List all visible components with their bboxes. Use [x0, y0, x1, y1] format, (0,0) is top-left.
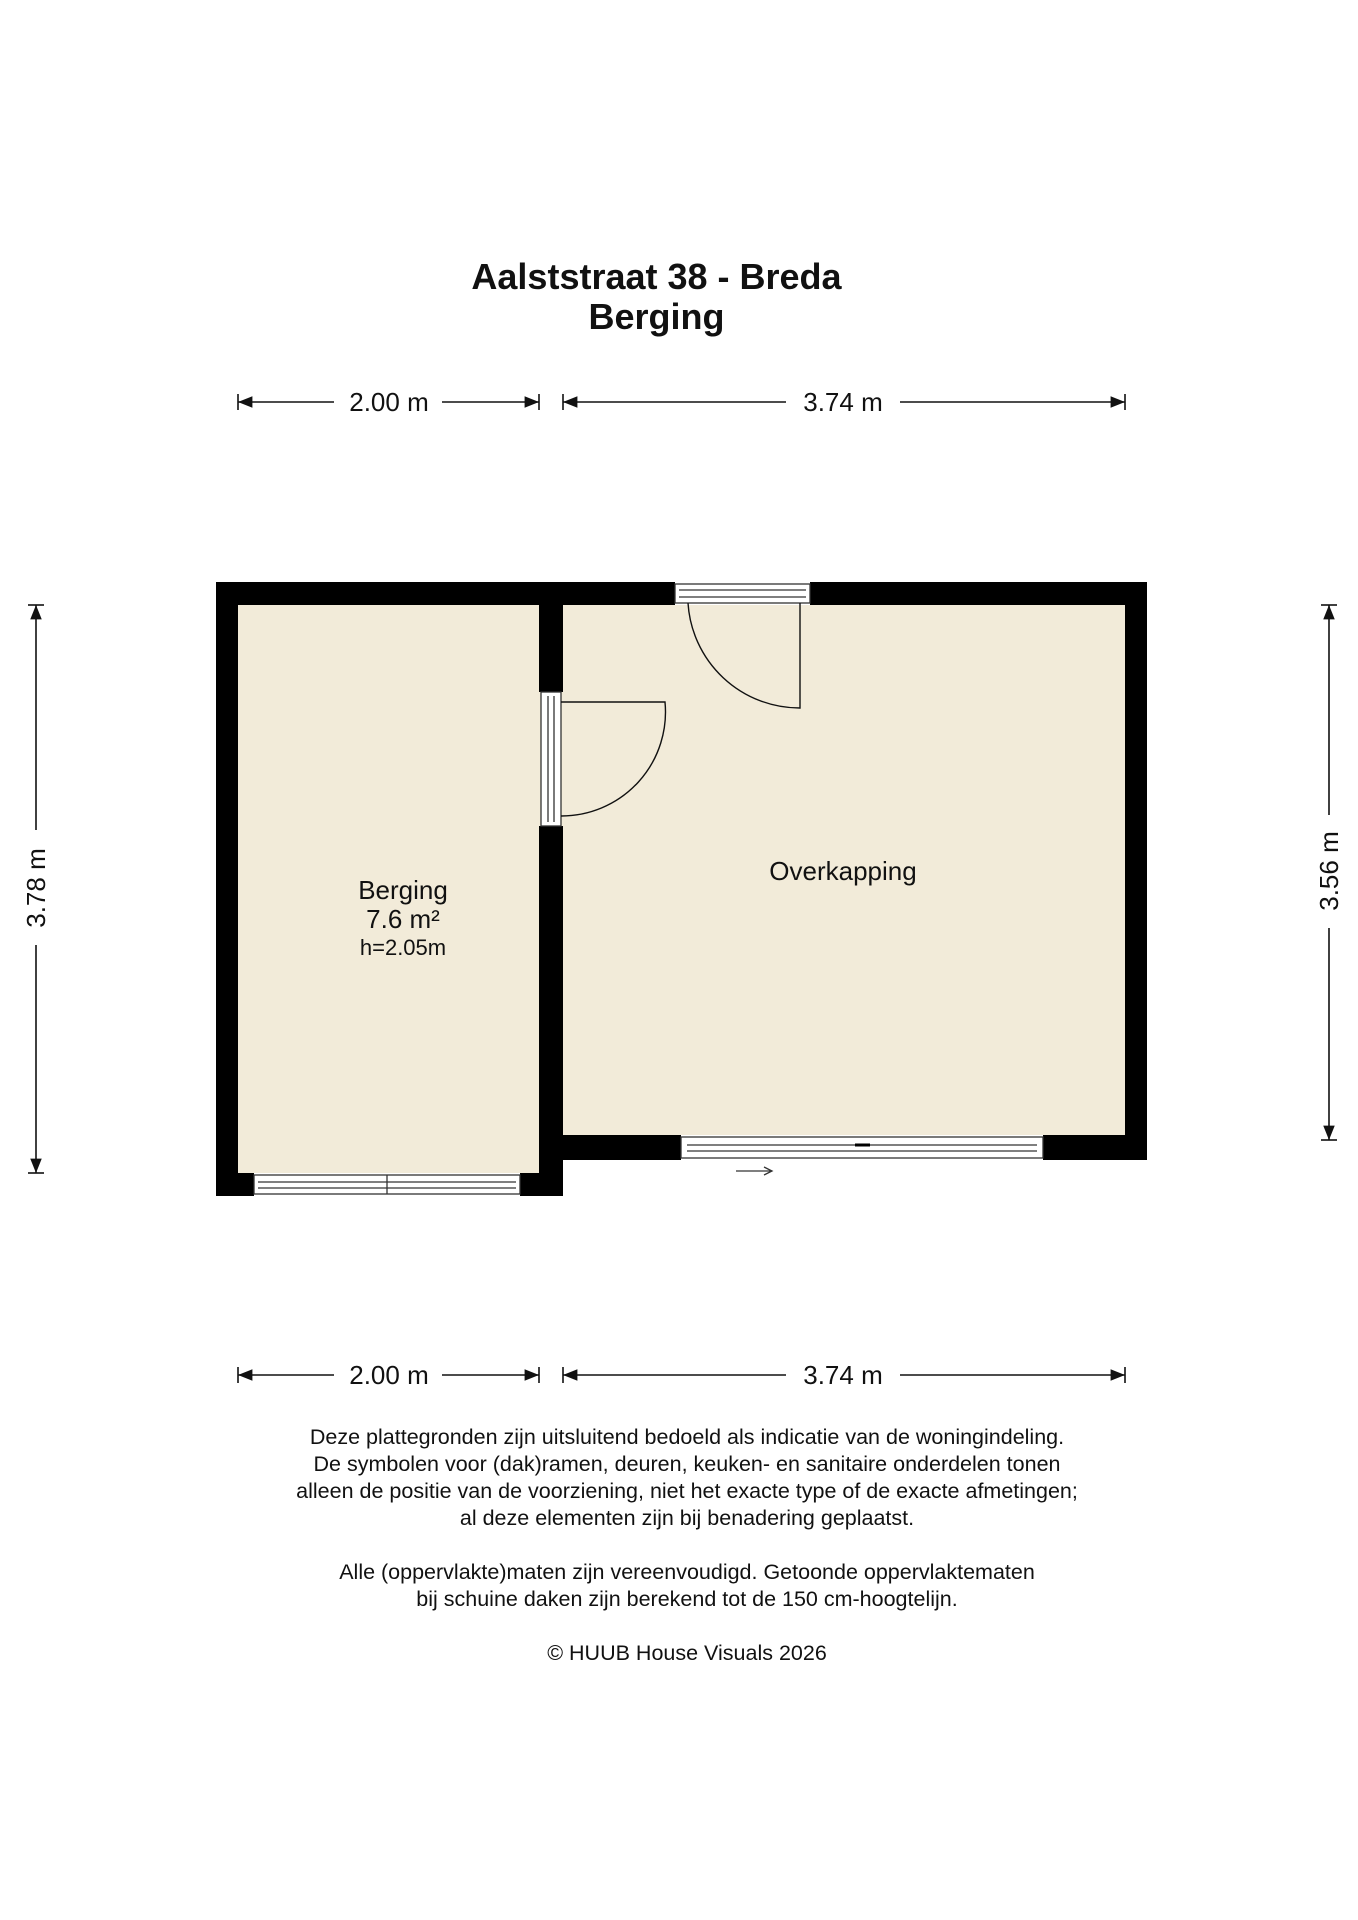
disclaimer-line: Alle (oppervlakte)maten zijn vereenvoudigd. Getoonde oppervlaktematen [339, 1560, 1035, 1584]
dimension-bottom-left-label: 2.00 m [349, 1360, 429, 1390]
copyright: © HUUB House Visuals 2026 [547, 1641, 827, 1665]
inner-door-frame [541, 692, 561, 826]
top-door-frame [675, 584, 810, 603]
disclaimer [0, 1424, 1358, 1667]
disclaimer-line: bij schuine daken zijn berekend tot de 150 cm-hoogtelijn. [416, 1587, 958, 1611]
dimension-left-label: 3.78 m [21, 848, 51, 928]
disclaimer-line: alleen de positie van de voorziening, niet het exacte type of de exacte afmetingen; [296, 1479, 1078, 1503]
dimension-top-right-label: 3.74 m [803, 387, 883, 417]
overkapping-name: Overkapping [769, 856, 917, 886]
disclaimer-line: De symbolen voor (dak)ramen, deuren, keuken- en sanitaire onderdelen tonen [313, 1452, 1061, 1476]
sliding-direction-arrow [736, 1167, 772, 1175]
berging-height: h=2.05m [359, 935, 447, 960]
plan-title: Aalststraat 38 - Breda [471, 256, 842, 297]
dimension-top-left-label: 2.00 m [349, 387, 429, 417]
dimension-bottom-right-label: 3.74 m [803, 1360, 883, 1390]
dimension-right-label: 3.56 m [1314, 831, 1344, 911]
disclaimer-line: Deze plattegronden zijn uitsluitend bedoeld als indicatie van de woningindeling. [309, 1425, 1065, 1449]
floor-title: Berging [588, 296, 725, 337]
disclaimer-line: al deze elementen zijn bij benadering geplaatst. [459, 1506, 915, 1530]
berging-area: 7.6 m² [366, 904, 440, 934]
sliding-door [681, 1137, 1043, 1158]
berging-window [254, 1175, 520, 1194]
berging-name: Berging [358, 875, 448, 905]
